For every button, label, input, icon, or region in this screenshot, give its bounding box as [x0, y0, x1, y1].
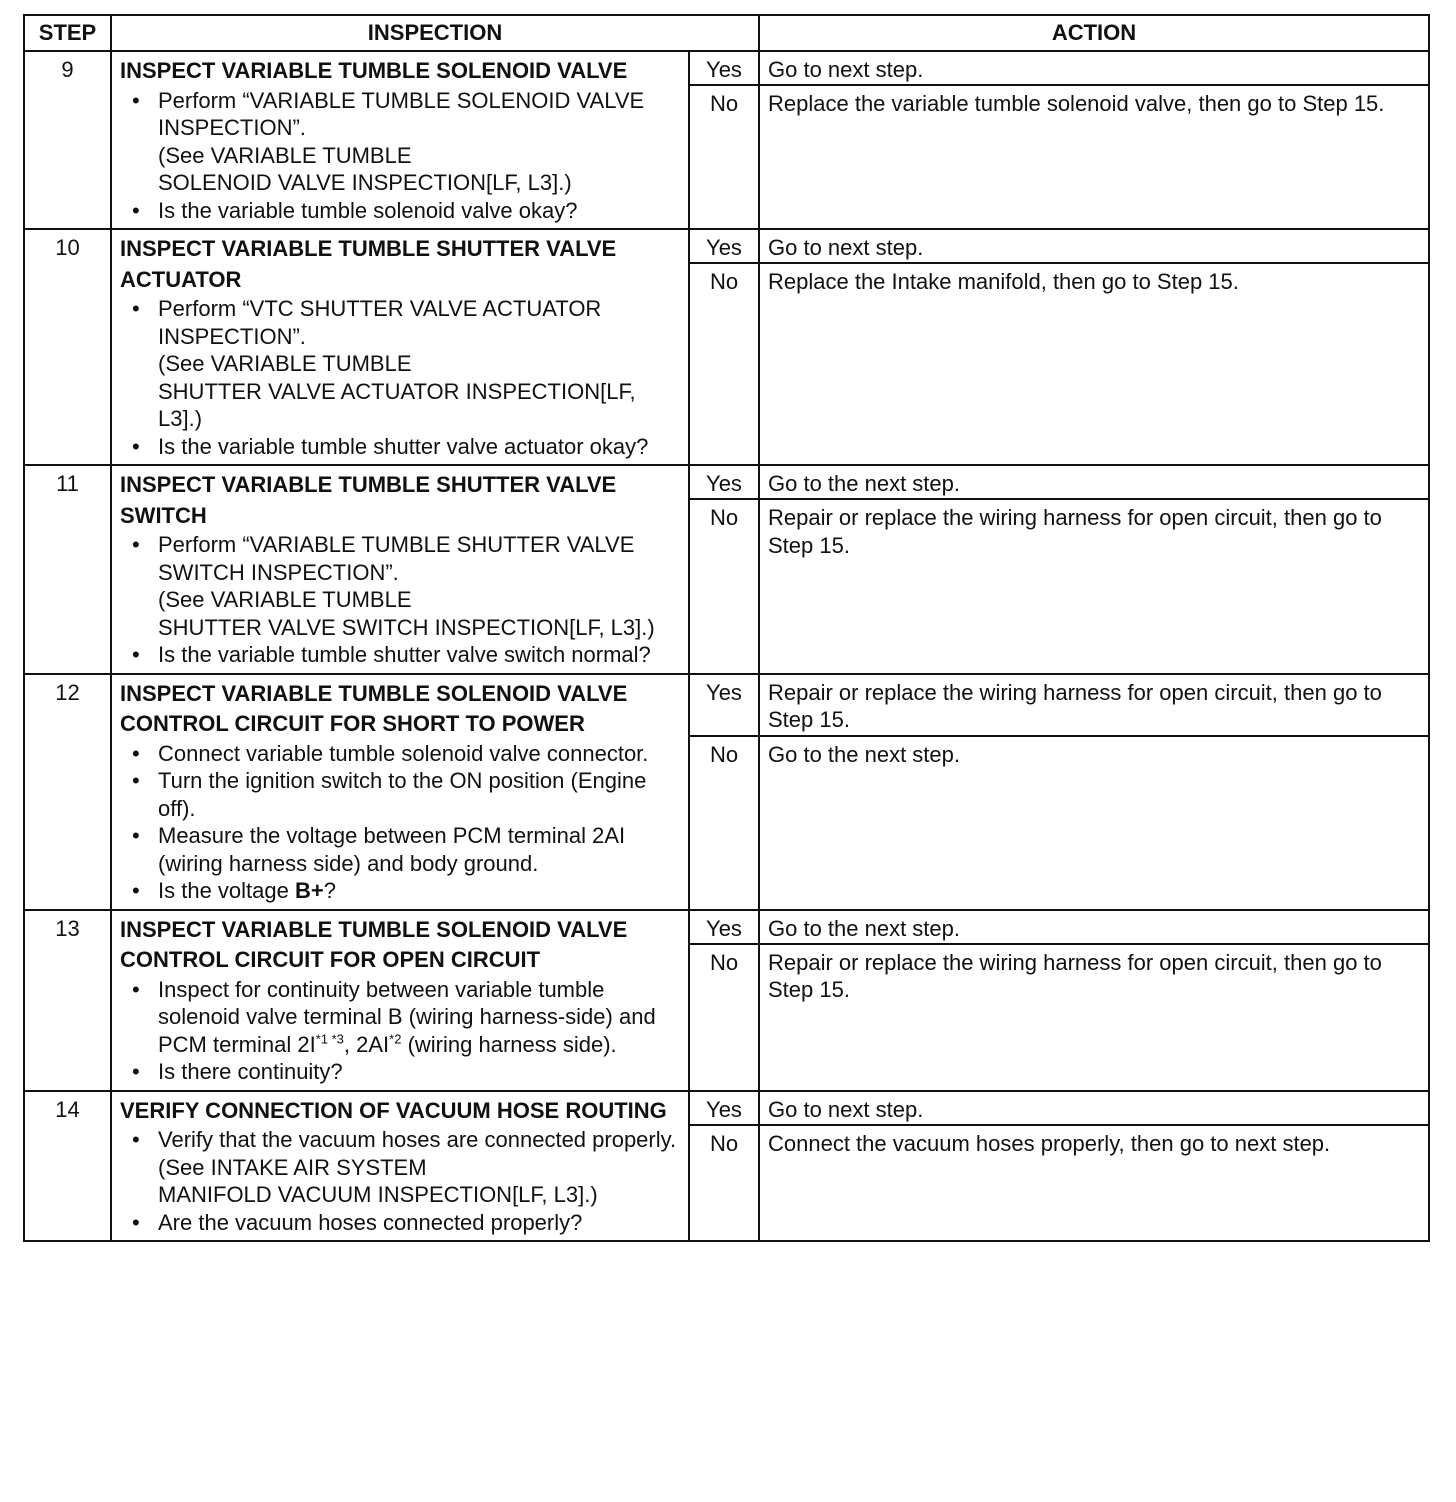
- inspection-question: • Are the vacuum hoses connected properly?: [158, 1209, 682, 1237]
- inspection-list: [120, 87, 682, 225]
- see-reference: (See VARIABLE TUMBLE: [158, 142, 412, 168]
- no-label: No: [689, 499, 759, 674]
- inspection-question: • Is there continuity?: [158, 1058, 682, 1086]
- bullet-text: Perform “VTC SHUTTER VALVE ACTUATOR INSPECTION”.: [158, 296, 602, 349]
- inspection-bullet: [158, 295, 682, 433]
- yes-label: Yes: [689, 465, 759, 499]
- bullet-text: (wiring harness side).: [401, 1031, 617, 1057]
- see-reference: (See VARIABLE TUMBLE: [158, 587, 412, 612]
- step-number: 10: [24, 229, 111, 465]
- inspection-question: • Is the variable tumble solenoid valve okay?: [158, 197, 682, 225]
- no-action: Connect the vacuum hoses properly, then go to next step.: [759, 1125, 1429, 1242]
- no-label: No: [689, 1125, 759, 1242]
- no-action: Replace the variable tumble solenoid valve, then go to Step 15.: [759, 85, 1429, 229]
- bullet-text: Verify that the vacuum hoses are connected properly.: [158, 1127, 677, 1152]
- yes-label: Yes: [689, 910, 759, 944]
- yes-action: Go to the next step.: [759, 910, 1429, 944]
- yes-action: Go to the next step.: [759, 465, 1429, 499]
- no-label: No: [689, 263, 759, 465]
- inspection-question: • Is the variable tumble shutter valve actuator okay?: [158, 433, 682, 461]
- inspection-bullet: • Turn the ignition switch to the ON position (Engine off).: [158, 767, 682, 822]
- bullet-text: Inspect for continuity between variable tumble solenoid valve terminal B (wiring harness-side) and PCM terminal 2I: [158, 976, 656, 1057]
- yes-action: Go to next step.: [759, 229, 1429, 263]
- bullet-text: Perform “VARIABLE TUMBLE SOLENOID VALVE INSPECTION”.: [158, 87, 645, 140]
- step-number: 9: [24, 51, 111, 229]
- inspection-list: [120, 976, 682, 1086]
- inspection-cell: [111, 465, 689, 674]
- footnote-mark: *1 *3: [315, 1031, 344, 1047]
- voltage-value: B+: [294, 878, 324, 903]
- inspection-bullet: [158, 531, 682, 641]
- no-label: No: [689, 736, 759, 910]
- step-9-yes-row: [24, 51, 1429, 85]
- inspection-question: • Is the variable tumble shutter valve switch normal?: [158, 641, 682, 669]
- yes-label: Yes: [689, 1091, 759, 1125]
- step-number: 14: [24, 1091, 111, 1242]
- question-end: ?: [323, 878, 336, 903]
- step-number: 11: [24, 465, 111, 674]
- reference-link[interactable]: MANIFOLD VACUUM INSPECTION[LF, L3].): [158, 1182, 598, 1207]
- diagnostic-table: [23, 14, 1430, 1242]
- inspection-bullet: [158, 976, 682, 1059]
- no-action: Repair or replace the wiring harness for open circuit, then go to Step 15.: [759, 944, 1429, 1091]
- inspection-list: [120, 1126, 682, 1236]
- question-text: Is the voltage: [158, 878, 295, 903]
- step-14-yes-row: [24, 1091, 1429, 1125]
- header-inspection: INSPECTION: [111, 15, 759, 51]
- no-action: Repair or replace the wiring harness for open circuit, then go to Step 15.: [759, 499, 1429, 674]
- inspection-title: INSPECT VARIABLE TUMBLE SOLENOID VALVE CONTROL CIRCUIT FOR OPEN CIRCUIT: [120, 916, 628, 972]
- no-action: Replace the Intake manifold, then go to Step 15.: [759, 263, 1429, 465]
- inspection-list: [120, 531, 682, 669]
- step-number: 12: [24, 674, 111, 910]
- header-action: ACTION: [759, 15, 1429, 51]
- footnote-mark: *2: [389, 1031, 402, 1047]
- bullet-text: Perform “VARIABLE TUMBLE SHUTTER VALVE SWITCH INSPECTION”.: [158, 532, 635, 585]
- inspection-question: [158, 877, 682, 905]
- yes-action: Go to next step.: [759, 1091, 1429, 1125]
- inspection-title: VERIFY CONNECTION OF VACUUM HOSE ROUTING: [120, 1097, 667, 1123]
- inspection-list: [120, 740, 682, 905]
- step-number: 13: [24, 910, 111, 1091]
- inspection-list: [120, 295, 682, 460]
- inspection-bullet: [158, 1126, 682, 1209]
- step-10-yes-row: [24, 229, 1429, 263]
- inspection-bullet: • Measure the voltage between PCM terminal 2AI (wiring harness side) and body ground.: [158, 822, 682, 877]
- reference-link[interactable]: SHUTTER VALVE SWITCH INSPECTION[LF, L3].): [158, 614, 655, 640]
- inspection-title: INSPECT VARIABLE TUMBLE SHUTTER VALVE ACTUATOR: [120, 236, 617, 292]
- inspection-cell: [111, 51, 689, 229]
- step-12-yes-row: [24, 674, 1429, 736]
- bullet-text: , 2AI: [343, 1031, 390, 1057]
- header-row: [24, 15, 1429, 51]
- no-label: No: [689, 944, 759, 1091]
- reference-link[interactable]: SHUTTER VALVE ACTUATOR INSPECTION[LF, L3].): [158, 378, 636, 431]
- inspection-cell: [111, 1091, 689, 1242]
- step-11-yes-row: [24, 465, 1429, 499]
- inspection-cell: [111, 910, 689, 1091]
- inspection-title: INSPECT VARIABLE TUMBLE SHUTTER VALVE SWITCH: [120, 472, 617, 528]
- inspection-title: INSPECT VARIABLE TUMBLE SOLENOID VALVE CONTROL CIRCUIT FOR SHORT TO POWER: [120, 680, 628, 736]
- inspection-bullet: • Connect variable tumble solenoid valve connector.: [158, 740, 682, 768]
- header-step: STEP: [24, 15, 111, 51]
- yes-action: Go to next step.: [759, 51, 1429, 85]
- yes-label: Yes: [689, 51, 759, 85]
- no-label: No: [689, 85, 759, 229]
- inspection-cell: [111, 674, 689, 910]
- no-action: Go to the next step.: [759, 736, 1429, 910]
- see-reference: (See INTAKE AIR SYSTEM: [158, 1154, 427, 1180]
- inspection-cell: [111, 229, 689, 465]
- see-reference: (See VARIABLE TUMBLE: [158, 351, 412, 376]
- step-13-yes-row: [24, 910, 1429, 944]
- yes-label: Yes: [689, 674, 759, 736]
- yes-action: Repair or replace the wiring harness for open circuit, then go to Step 15.: [759, 674, 1429, 736]
- inspection-title: INSPECT VARIABLE TUMBLE SOLENOID VALVE: [120, 58, 628, 83]
- reference-link[interactable]: SOLENOID VALVE INSPECTION[LF, L3].): [158, 170, 572, 195]
- inspection-bullet: [158, 87, 682, 197]
- yes-label: Yes: [689, 229, 759, 263]
